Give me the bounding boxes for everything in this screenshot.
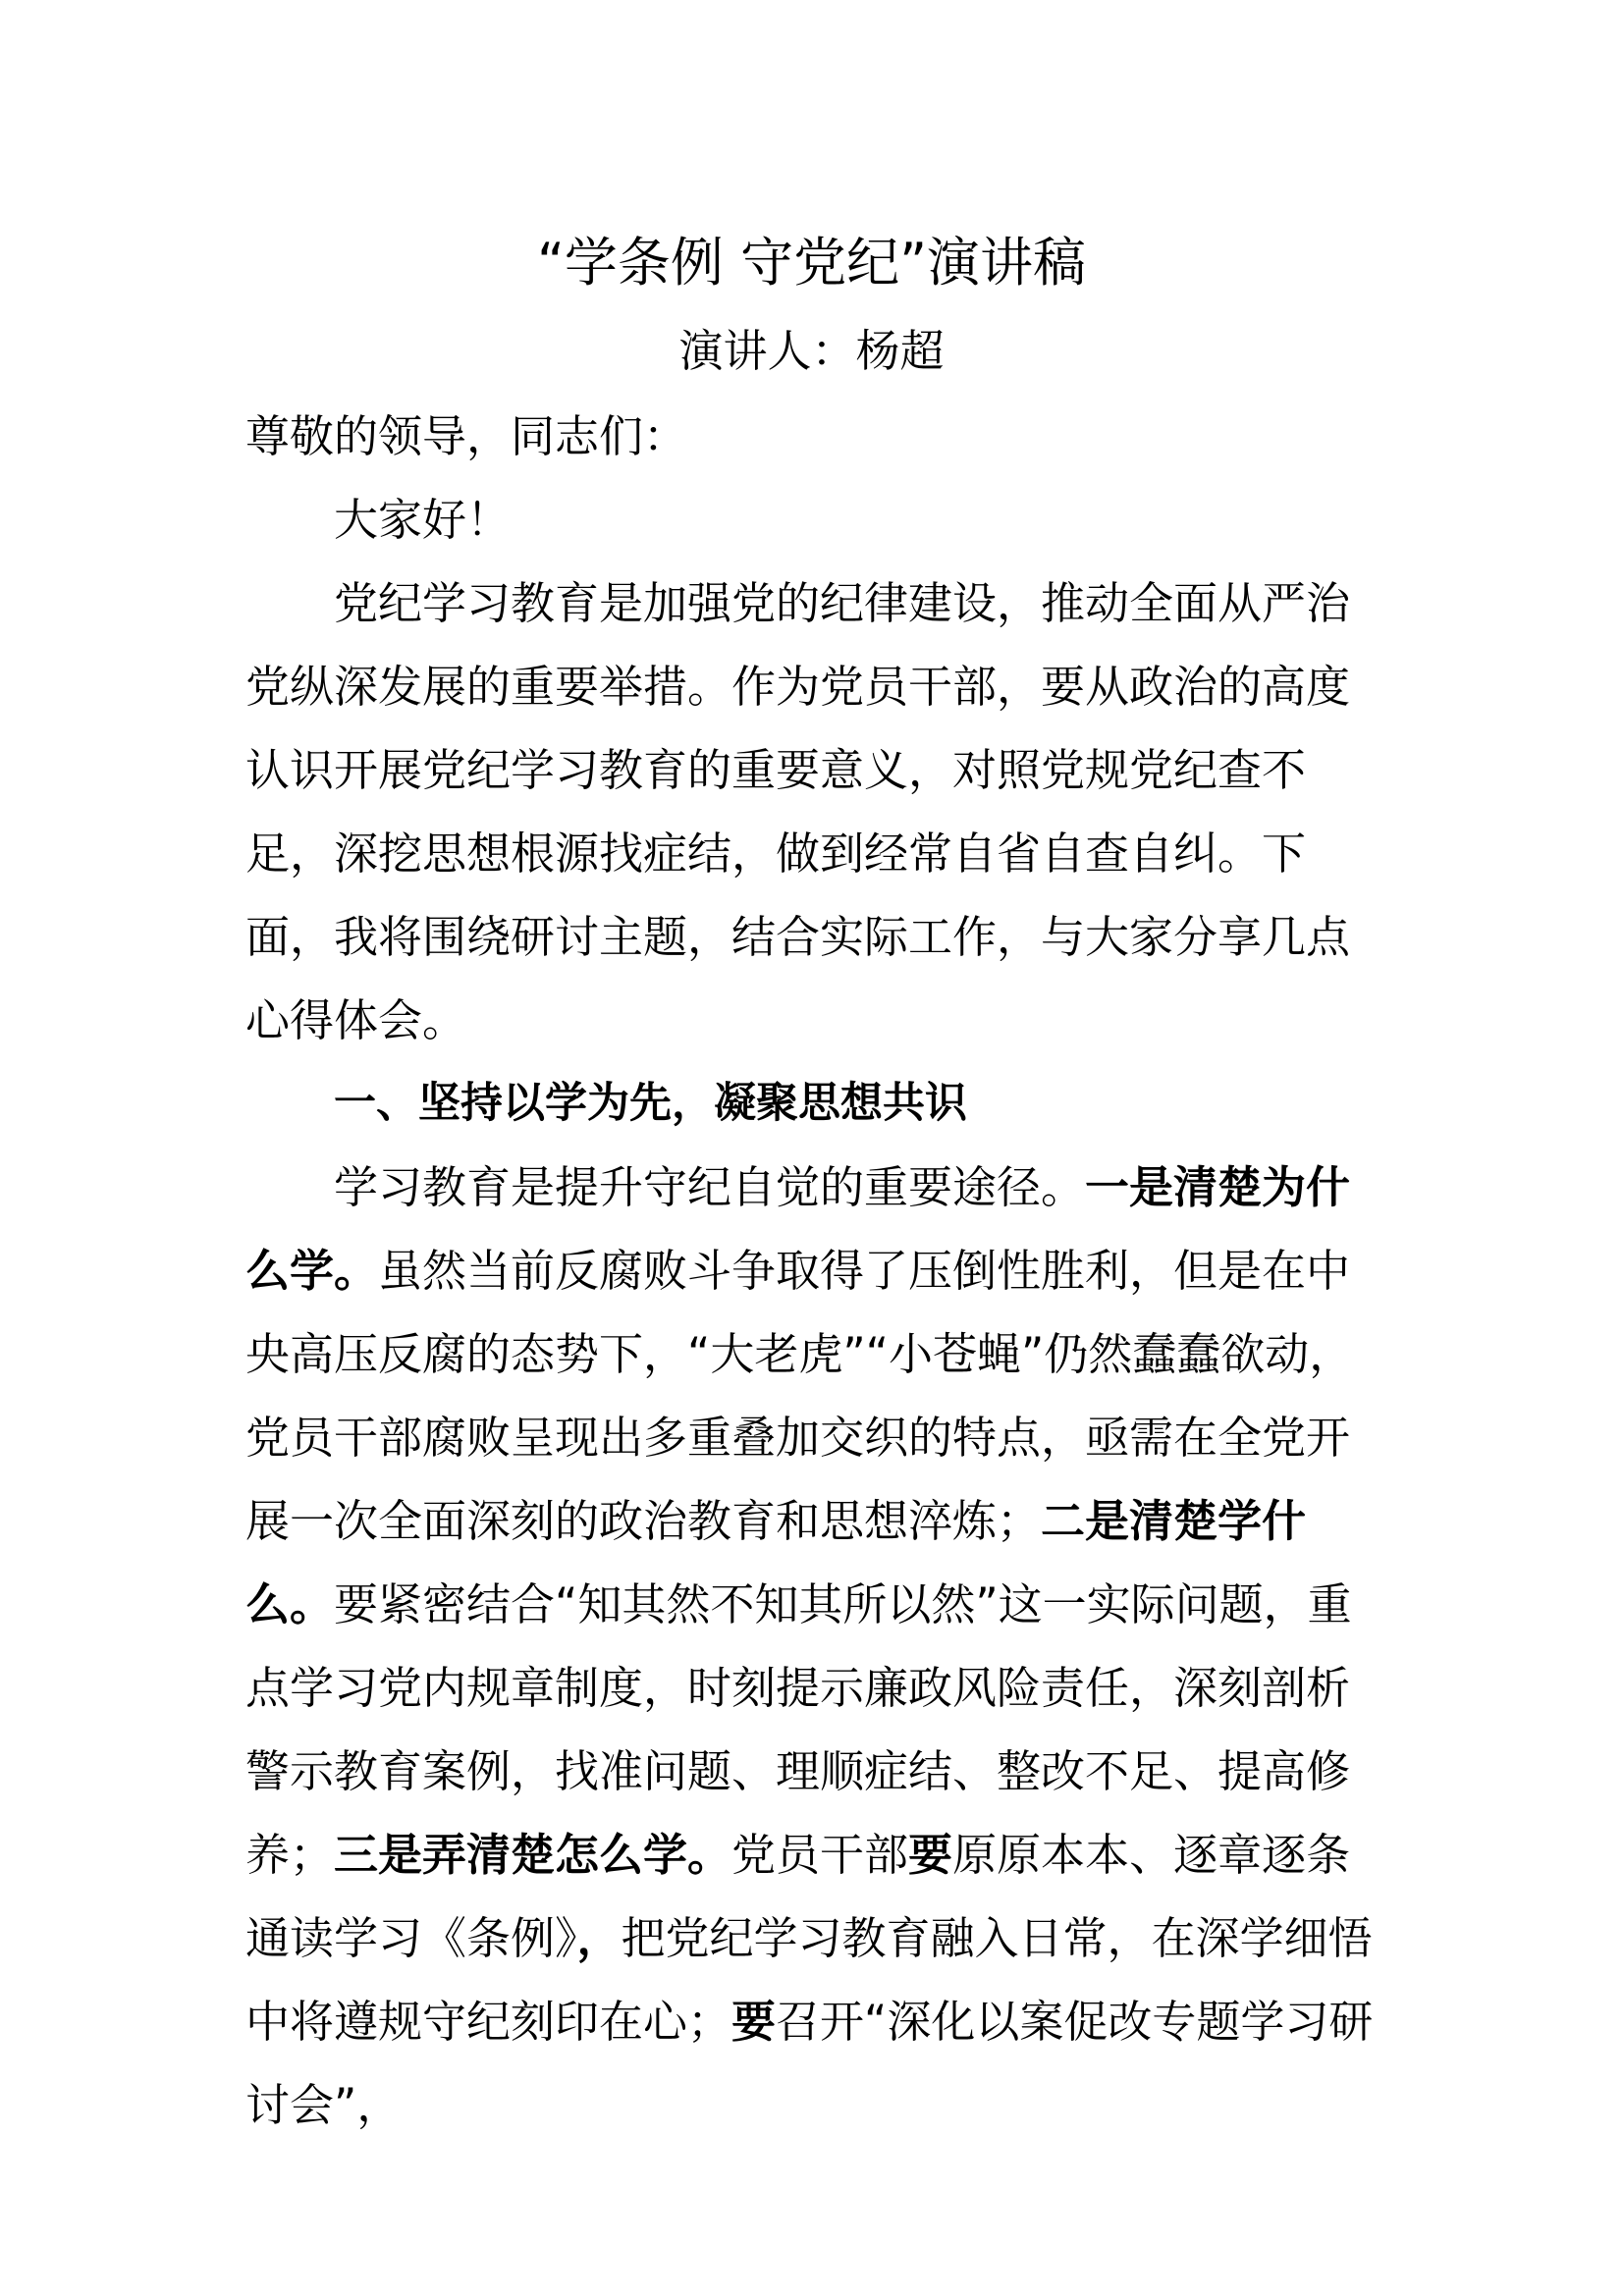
paragraph-text: 把党纪学习教育融入日常，在深学细悟中将遵规守纪刻印在心； (245, 1912, 1373, 2048)
intro-paragraph: 党纪学习教育是加强党的纪律建设，推动全面从严治党纵深发展的重要举措。作为党员干部，要从政治的高度认识开展党纪学习教育的重要意义，对照党规党纪查不足，深挖思想根源找症结，做到经常自省自查自纠。下面，我将围绕研讨主题，结合实际工作，与大家分享几点心得体会。 (245, 577, 1351, 1046)
bold-point-2: 二是清楚学什么。 (245, 1495, 1307, 1630)
bold-comma: ， (576, 1912, 622, 1964)
paragraph-text: 原原本本、逐章逐条通读学习《条例》 (245, 1829, 1351, 1964)
paragraph-text: 要紧密结合“知其然不知其所以然”这一实际问题，重点学习党内规章制度，时刻提示廉政风险责任，深刻剖析警示教育案例，找准问题、理顺症结、整改不足、提高修养； (245, 1578, 1352, 1881)
bold-point-3: 三是弄清楚怎么学。 (334, 1829, 732, 1881)
greeting: 大家好！ (334, 494, 512, 546)
document-body (245, 395, 1384, 2147)
bold-point-1: 一是清楚为什么学。 (245, 1161, 1351, 1297)
document-title: “学条例 守党纪”演讲稿 (536, 232, 1087, 294)
paragraph-text: 学习教育是提升守纪自觉的重要途径。 (334, 1161, 1086, 1213)
paragraph-text: 党员干部 (731, 1829, 909, 1881)
section-heading-1: 一、坚持以学为先，凝聚思想共识 (334, 1079, 967, 1128)
paragraph-text: 虽然当前反腐败斗争取得了压倒性胜利，但是在中央高压反腐的态势下，“大老虎”“小苍蝇”仍然蠢蠢欲动，党员干部腐败呈现出多重叠加交织的特点，亟需在全党开展一次全面深刻的政治教育和思想淬炼； (245, 1245, 1354, 1547)
paragraph-text: 召开“深化以案促改专题学习研讨会”， (245, 1996, 1374, 2131)
salutation: 尊敬的领导，同志们： (245, 410, 688, 462)
speaker-line: 演讲人：杨超 (678, 325, 945, 377)
bold-word: 要 (731, 1996, 777, 2048)
section-1-paragraph (245, 1146, 1384, 2147)
bold-word: 要 (908, 1829, 953, 1881)
